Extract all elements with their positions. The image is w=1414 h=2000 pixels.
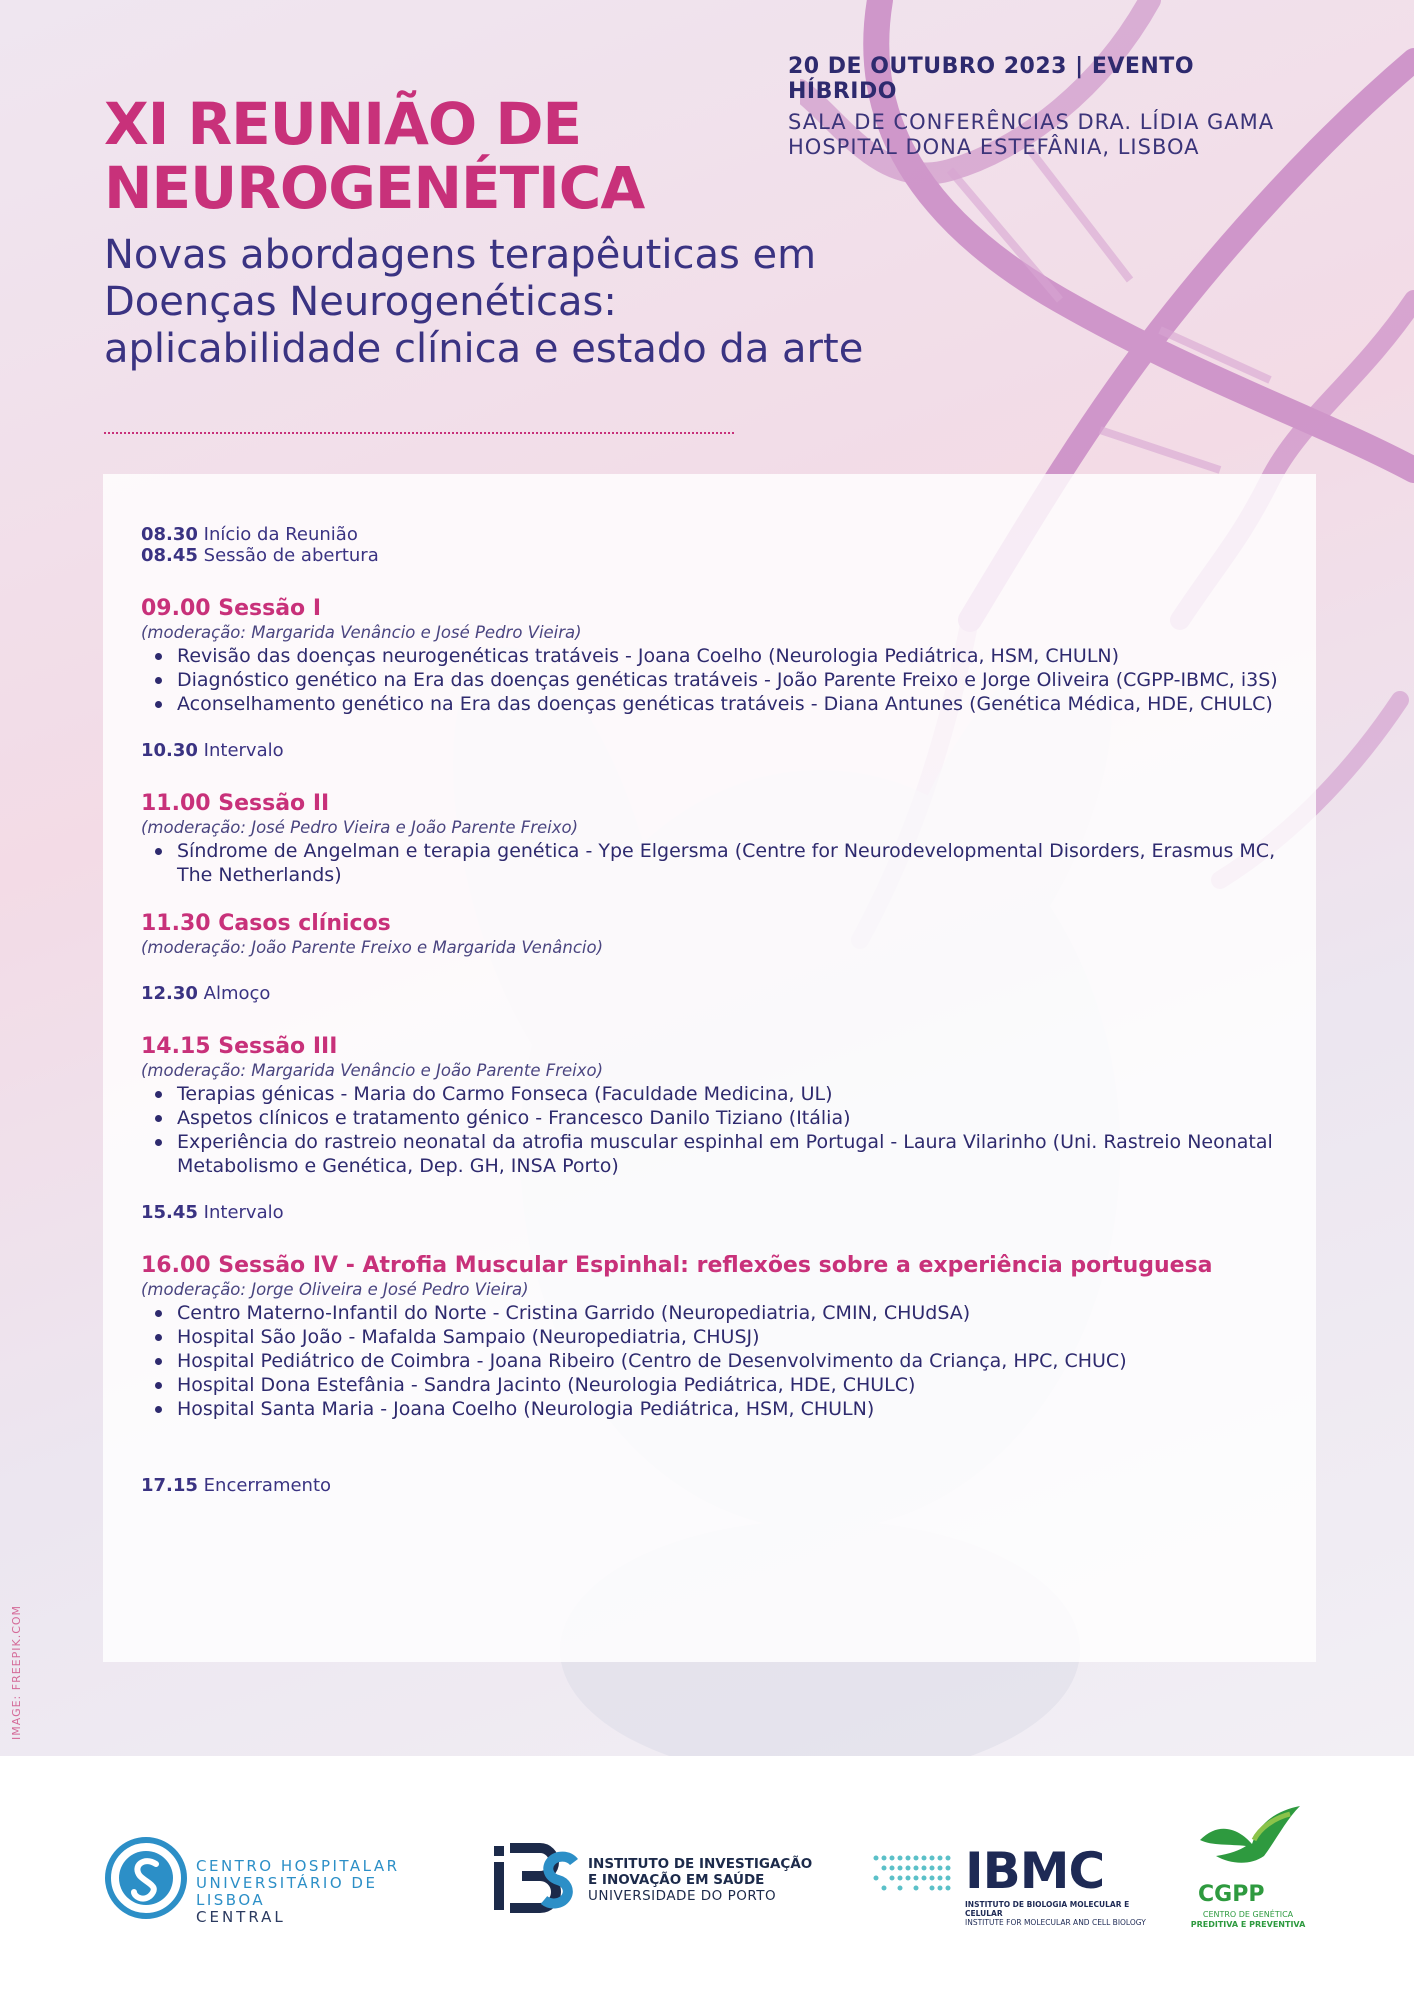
talk-item: Aspetos clínicos e tratamento génico - Francesco Danilo Tiziano (Itália) xyxy=(177,1106,1301,1130)
agenda-item: 15.45 Intervalo xyxy=(141,1202,284,1223)
session-heading: 11.00 Sessão II xyxy=(141,791,330,816)
ibmc-subtitle: INSTITUTO DE BIOLOGIA MOLECULAR E CELULAR INSTITUTE FOR MOLECULAR AND CELL BIOLOGY xyxy=(965,1900,1146,1927)
talk-item: Hospital Dona Estefânia - Sandra Jacinto (Neurologia Pediátrica, HDE, CHULC) xyxy=(177,1373,1301,1397)
cgpp-name: CGPP xyxy=(1198,1882,1265,1907)
footer-logos xyxy=(0,1756,1414,2000)
i3s-logo xyxy=(492,1836,832,1926)
talk-item: Diagnóstico genético na Era das doenças genéticas tratáveis - João Parente Freixo e Jorge Oliveira (CGPP-IBMC, i3S) xyxy=(177,668,1301,692)
talk-item: Experiência do rastreio neonatal da atrofia muscular espinhal em Portugal - Laura Vilarinho (Uni. Rastreio Neonatal Metabolismo e Genética, Dep. GH, INSA Porto) xyxy=(177,1130,1301,1178)
talk-item: Centro Materno-Infantil do Norte - Cristina Garrido (Neuropediatria, CMIN, CHUdSA) xyxy=(177,1301,1301,1325)
talk-item: Hospital Pediátrico de Coimbra - Joana Ribeiro (Centro de Desenvolvimento da Criança, HPC, CHUC) xyxy=(177,1349,1301,1373)
talk-item: Aconselhamento genético na Era das doenças genéticas tratáveis - Diana Antunes (Genética Médica, HDE, CHULC) xyxy=(177,692,1301,716)
i3s-name: INSTITUTO DE INVESTIGAÇÃO E INOVAÇÃO EM SAÚDE UNIVERSIDADE DO PORTO xyxy=(588,1856,813,1904)
agenda-item: 08.45 Sessão de abertura xyxy=(141,545,379,566)
session-moderation: (moderação: Margarida Venâncio e João Parente Freixo) xyxy=(141,1061,604,1080)
ibmc-name: IBMC xyxy=(965,1842,1105,1900)
session-moderation: (moderação: José Pedro Vieira e João Parente Freixo) xyxy=(141,818,579,837)
talk-item: Síndrome de Angelman e terapia genética - Ype Elgersma (Centre for Neurodevelopmental Disorders, Erasmus MC, The Netherlands) xyxy=(177,839,1301,887)
subtitle-line-3: aplicabilidade clínica e estado da arte xyxy=(104,326,864,372)
talk-item: Revisão das doenças neurogenéticas tratáveis - Joana Coelho (Neurologia Pediátrica, HSM, CHULN) xyxy=(177,644,1301,668)
subtitle-line-2: Doenças Neurogenéticas: xyxy=(104,279,617,325)
event-date: 20 DE OUTUBRO 2023 | EVENTO HÍBRIDO xyxy=(788,54,1195,104)
dotted-divider xyxy=(104,432,734,434)
cgpp-bird-icon xyxy=(1190,1800,1310,1880)
talk-item: Hospital Santa Maria - Joana Coelho (Neurologia Pediátrica, HSM, CHULN) xyxy=(177,1397,1301,1421)
agenda-item: 10.30 Intervalo xyxy=(141,740,284,761)
event-date-venue xyxy=(788,54,1308,160)
talk-list xyxy=(141,1082,1301,1178)
talk-list xyxy=(141,644,1301,716)
chuln-name: CENTRO HOSPITALAR UNIVERSITÁRIO DE LISBOA CENTRAL xyxy=(196,1857,400,1926)
agenda-item: 17.15 Encerramento xyxy=(141,1475,332,1496)
program-panel xyxy=(103,474,1316,1662)
agenda-item: 12.30 Almoço xyxy=(141,983,271,1004)
cgpp-logo xyxy=(1180,1800,1320,1950)
agenda-item: 08.30 Início da Reunião xyxy=(141,524,358,545)
i3s-emblem-icon xyxy=(492,1838,582,1918)
chuln-logo xyxy=(104,1836,444,1926)
venue xyxy=(788,110,1308,160)
talk-list xyxy=(141,1301,1301,1421)
talk-item: Hospital São João - Mafalda Sampaio (Neuropediatria, CHUSJ) xyxy=(177,1325,1301,1349)
ibmc-dots-icon xyxy=(870,1852,960,1902)
talk-list xyxy=(141,839,1301,887)
cgpp-subtitle: CENTRO DE GENÉTICA PREDITIVA E PREVENTIVA xyxy=(1190,1910,1306,1929)
title-line-1: XI REUNIÃO DE xyxy=(104,90,582,158)
session-heading: 16.00 Sessão IV - Atrofia Muscular Espinhal: reflexões sobre a experiência portuguesa xyxy=(141,1253,1213,1278)
session-moderation: (moderação: Jorge Oliveira e José Pedro Vieira) xyxy=(141,1280,529,1299)
chuln-emblem-icon xyxy=(104,1836,188,1920)
session-heading: 09.00 Sessão I xyxy=(141,596,322,621)
session-moderation: (moderação: João Parente Freixo e Margarida Venâncio) xyxy=(141,938,604,957)
session-heading: 14.15 Sessão III xyxy=(141,1034,338,1059)
session-heading: 11.30 Casos clínicos xyxy=(141,911,391,936)
page-title xyxy=(104,92,704,220)
venue-room: SALA DE CONFERÊNCIAS DRA. LÍDIA GAMA xyxy=(788,110,1275,134)
venue-hospital: HOSPITAL DONA ESTEFÂNIA, LISBOA xyxy=(788,135,1200,159)
ibmc-logo xyxy=(870,1844,1170,1934)
image-credit: IMAGE: FREEPIK.COM xyxy=(10,1604,23,1740)
talk-item: Terapias génicas - Maria do Carmo Fonseca (Faculdade Medicina, UL) xyxy=(177,1082,1301,1106)
program-content xyxy=(141,524,1301,1496)
title-line-2: NEUROGENÉTICA xyxy=(104,154,645,222)
subtitle xyxy=(104,232,944,373)
session-moderation: (moderação: Margarida Venâncio e José Pedro Vieira) xyxy=(141,623,582,642)
subtitle-line-1: Novas abordagens terapêuticas em xyxy=(104,232,817,278)
